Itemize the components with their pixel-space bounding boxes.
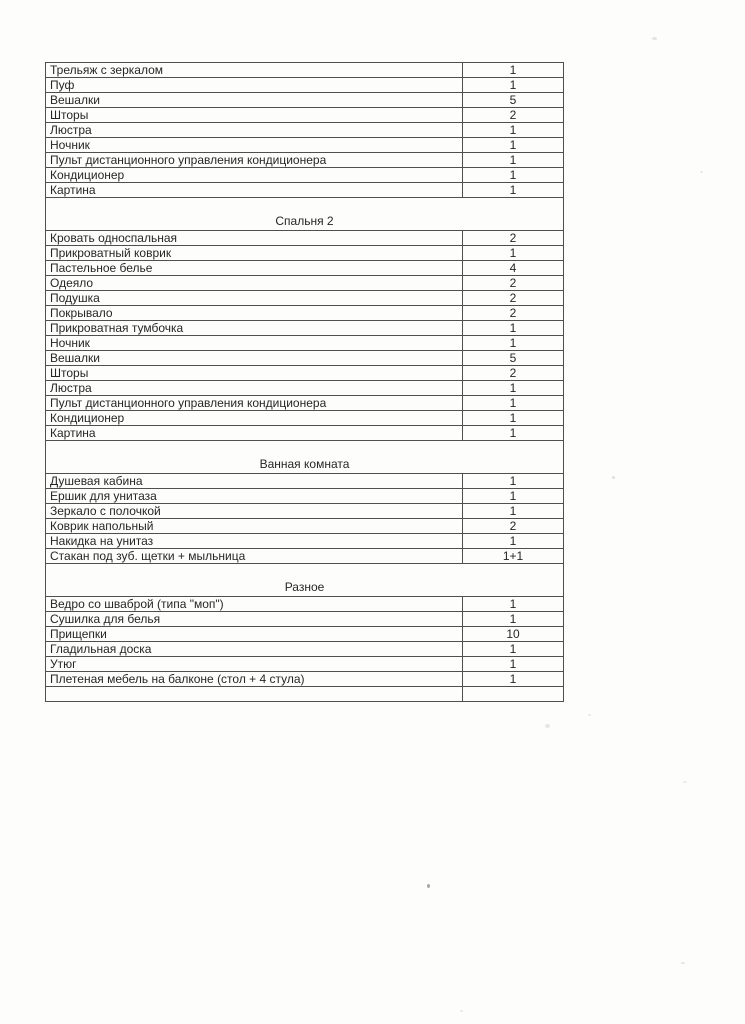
item-qty-cell: 1+1 xyxy=(463,549,564,564)
item-name-cell: Пульт дистанционного управления кондиционера xyxy=(46,396,463,411)
item-qty-cell: 1 xyxy=(463,381,564,396)
item-name-cell: Коврик напольный xyxy=(46,519,463,534)
item-name-cell: Зеркало с полочкой xyxy=(46,504,463,519)
table-row xyxy=(46,549,564,564)
table-row xyxy=(46,291,564,306)
scan-noise-speck xyxy=(612,476,615,479)
item-name-cell: Вешалки xyxy=(46,351,463,366)
item-qty-cell: 1 xyxy=(463,336,564,351)
table-row xyxy=(46,123,564,138)
item-qty-cell: 1 xyxy=(463,426,564,441)
item-qty-cell: 1 xyxy=(463,672,564,687)
scan-noise-speck xyxy=(460,1010,463,1012)
table-row xyxy=(46,627,564,642)
table-row xyxy=(46,168,564,183)
table-row xyxy=(46,597,564,612)
item-name-cell: Кровать односпальная xyxy=(46,231,463,246)
item-name-cell: Покрывало xyxy=(46,306,463,321)
scan-noise-speck xyxy=(700,171,703,173)
item-name-cell: Прищепки xyxy=(46,627,463,642)
scan-noise-speck xyxy=(588,714,591,716)
table-row xyxy=(46,519,564,534)
table-row xyxy=(46,336,564,351)
item-name-cell: Пульт дистанционного управления кондиционера xyxy=(46,153,463,168)
table-row xyxy=(46,489,564,504)
inventory-table-body xyxy=(46,63,564,702)
section-title: Разное xyxy=(46,564,564,597)
scan-noise-speck xyxy=(427,884,430,888)
item-name-cell: Кондиционер xyxy=(46,168,463,183)
item-name-cell: Картина xyxy=(46,183,463,198)
table-row xyxy=(46,93,564,108)
item-qty-cell: 2 xyxy=(463,108,564,123)
section-header-row xyxy=(46,198,564,231)
table-row xyxy=(46,306,564,321)
item-qty-cell: 1 xyxy=(463,153,564,168)
item-qty-cell: 1 xyxy=(463,597,564,612)
item-name-cell: Трельяж с зеркалом xyxy=(46,63,463,78)
section-header-row xyxy=(46,441,564,474)
item-qty-cell: 4 xyxy=(463,261,564,276)
item-qty-cell: 1 xyxy=(463,246,564,261)
item-qty-cell: 1 xyxy=(463,168,564,183)
item-name-cell: Ночник xyxy=(46,138,463,153)
item-qty-cell: 5 xyxy=(463,93,564,108)
item-qty-cell: 5 xyxy=(463,351,564,366)
table-row xyxy=(46,612,564,627)
table-row xyxy=(46,231,564,246)
item-name-cell: Ведро со шваброй (типа "моп") xyxy=(46,597,463,612)
table-row xyxy=(46,687,564,702)
item-name-cell: Сушилка для белья xyxy=(46,612,463,627)
table-row xyxy=(46,321,564,336)
table-row xyxy=(46,534,564,549)
item-qty-cell: 1 xyxy=(463,642,564,657)
scan-noise-speck xyxy=(545,724,550,728)
item-qty-cell: 1 xyxy=(463,396,564,411)
scan-noise-speck xyxy=(652,37,657,40)
table-row xyxy=(46,351,564,366)
table-row xyxy=(46,657,564,672)
table-row xyxy=(46,366,564,381)
item-name-cell: Прикроватная тумбочка xyxy=(46,321,463,336)
item-qty-cell: 1 xyxy=(463,138,564,153)
item-name-cell xyxy=(46,687,463,702)
table-row xyxy=(46,108,564,123)
item-qty-cell: 1 xyxy=(463,183,564,198)
item-qty-cell: 1 xyxy=(463,78,564,93)
item-qty-cell: 1 xyxy=(463,123,564,138)
item-qty-cell xyxy=(463,687,564,702)
item-qty-cell: 1 xyxy=(463,63,564,78)
table-row xyxy=(46,411,564,426)
item-name-cell: Накидка на унитаз xyxy=(46,534,463,549)
item-qty-cell: 1 xyxy=(463,321,564,336)
table-row xyxy=(46,396,564,411)
table-row xyxy=(46,261,564,276)
table-row xyxy=(46,183,564,198)
item-name-cell: Пуф xyxy=(46,78,463,93)
inventory-table xyxy=(45,62,564,702)
item-name-cell: Ночник xyxy=(46,336,463,351)
table-row xyxy=(46,504,564,519)
item-qty-cell: 1 xyxy=(463,411,564,426)
item-qty-cell: 1 xyxy=(463,489,564,504)
table-row xyxy=(46,153,564,168)
item-qty-cell: 2 xyxy=(463,519,564,534)
item-name-cell: Пастельное белье xyxy=(46,261,463,276)
item-name-cell: Прикроватный коврик xyxy=(46,246,463,261)
scan-noise-speck xyxy=(681,962,685,964)
item-name-cell: Люстра xyxy=(46,123,463,138)
item-qty-cell: 1 xyxy=(463,612,564,627)
item-name-cell: Душевая кабина xyxy=(46,474,463,489)
item-qty-cell: 1 xyxy=(463,504,564,519)
scan-noise-speck xyxy=(683,781,687,783)
item-name-cell: Утюг xyxy=(46,657,463,672)
table-row xyxy=(46,426,564,441)
table-row xyxy=(46,381,564,396)
item-name-cell: Шторы xyxy=(46,108,463,123)
table-row xyxy=(46,642,564,657)
section-title: Спальня 2 xyxy=(46,198,564,231)
item-qty-cell: 2 xyxy=(463,291,564,306)
table-row xyxy=(46,474,564,489)
item-qty-cell: 2 xyxy=(463,276,564,291)
item-name-cell: Стакан под зуб. щетки + мыльница xyxy=(46,549,463,564)
item-name-cell: Подушка xyxy=(46,291,463,306)
item-qty-cell: 1 xyxy=(463,657,564,672)
item-qty-cell: 1 xyxy=(463,534,564,549)
item-qty-cell: 2 xyxy=(463,306,564,321)
item-qty-cell: 2 xyxy=(463,366,564,381)
item-qty-cell: 10 xyxy=(463,627,564,642)
table-row xyxy=(46,78,564,93)
item-name-cell: Шторы xyxy=(46,366,463,381)
table-row xyxy=(46,138,564,153)
item-name-cell: Кондиционер xyxy=(46,411,463,426)
item-qty-cell: 2 xyxy=(463,231,564,246)
section-title: Ванная комната xyxy=(46,441,564,474)
item-name-cell: Плетеная мебель на балконе (стол + 4 стула) xyxy=(46,672,463,687)
item-name-cell: Гладильная доска xyxy=(46,642,463,657)
table-row xyxy=(46,63,564,78)
item-name-cell: Вешалки xyxy=(46,93,463,108)
item-name-cell: Ершик для унитаза xyxy=(46,489,463,504)
table-row xyxy=(46,672,564,687)
table-row xyxy=(46,276,564,291)
item-name-cell: Одеяло xyxy=(46,276,463,291)
item-name-cell: Люстра xyxy=(46,381,463,396)
item-name-cell: Картина xyxy=(46,426,463,441)
table-row xyxy=(46,246,564,261)
item-qty-cell: 1 xyxy=(463,474,564,489)
section-header-row xyxy=(46,564,564,597)
